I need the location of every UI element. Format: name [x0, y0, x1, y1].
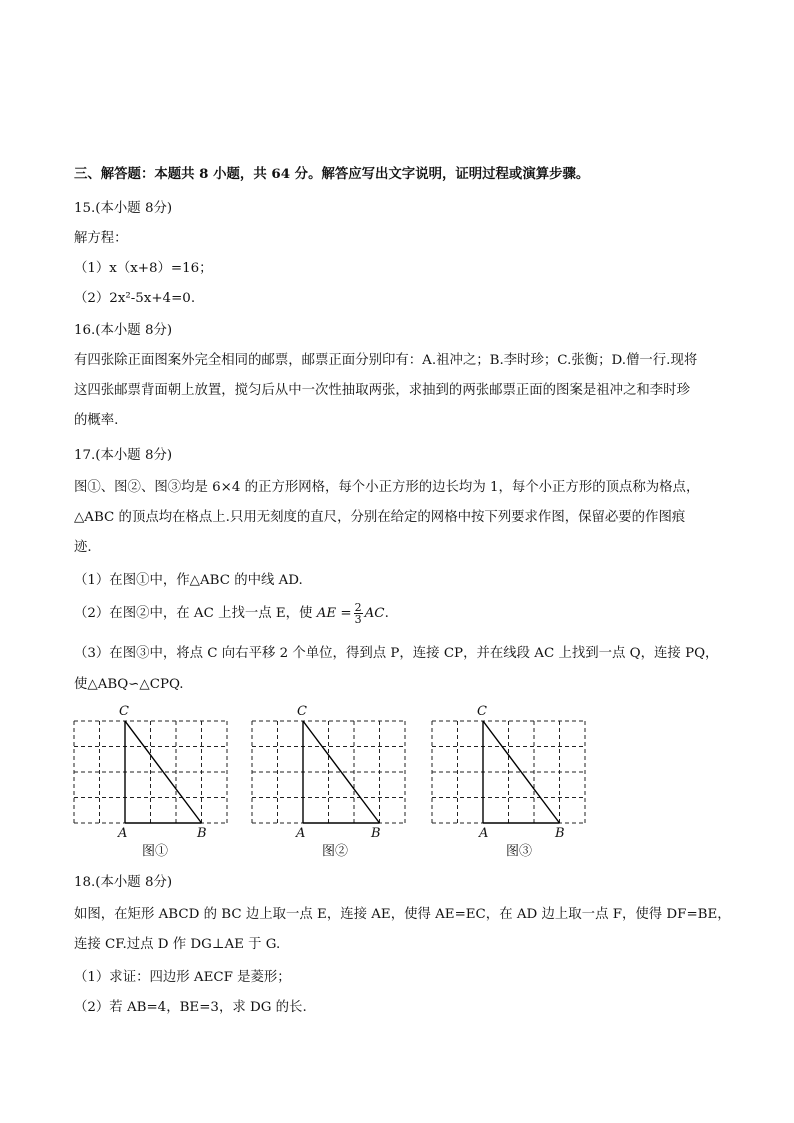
- fraction-two-thirds: $\frac{2}{3}$: [354, 601, 362, 626]
- figure-caption: 图①: [142, 844, 169, 859]
- q18-line2: 连接 CF.过点 D 作 DG⊥AE 于 G.: [74, 937, 281, 952]
- q15-part2: （2）2x²-5x+4=0.: [74, 291, 196, 306]
- q15-title: 15.(本小题 8分): [74, 201, 173, 216]
- triangle-abc: [303, 721, 380, 823]
- label-a: A: [296, 826, 306, 841]
- triangle-abc: [483, 721, 560, 823]
- q16-line3: 的概率.: [74, 413, 119, 428]
- q18-title: 18.(本小题 8分): [74, 875, 173, 890]
- grid-lines: [252, 721, 405, 823]
- triangle-abc: [125, 721, 202, 823]
- q15-part1: （1）x（x+8）=16；: [74, 261, 213, 276]
- q17-part2-rhs: AC: [364, 606, 385, 621]
- label-a: A: [118, 826, 128, 841]
- q17-part1: （1）在图①中，作△ABC 的中线 AD.: [74, 573, 303, 588]
- side-bc: [303, 721, 380, 823]
- q16-line1: 有四张除正面图案外完全相同的邮票，邮票正面分别印有：A.祖冲之；B.李时珍；C.张衡；D.僧一行.现将: [74, 353, 698, 368]
- q18-line1: 如图，在矩形 ABCD 的 BC 边上取一点 E，连接 AE，使得 AE=EC，在 AD 边上取一点 F，使得 DF=BE，: [74, 907, 731, 922]
- label-b: B: [555, 826, 565, 841]
- label-c: C: [297, 704, 307, 719]
- side-bc: [125, 721, 202, 823]
- grid-figure-1: [60, 704, 240, 864]
- side-bc: [483, 721, 560, 823]
- q18-part2: （2）若 AB=4，BE=3，求 DG 的长.: [74, 1000, 307, 1015]
- label-c: C: [119, 704, 129, 719]
- section-header: 三、解答题：本题共 8 小题，共 64 分。解答应写出文字说明，证明过程或演算步骤。: [74, 166, 590, 182]
- q17-part2-lhs: AE =: [316, 606, 352, 621]
- q16-title: 16.(本小题 8分): [74, 323, 173, 338]
- label-c: C: [477, 704, 487, 719]
- label-b: B: [371, 826, 381, 841]
- grid-lines: [74, 721, 227, 823]
- figure-caption: 图②: [322, 844, 349, 859]
- q17-part2: （2）在图②中，在 AC 上找一点 E，使 AE = $\frac{2}{3}$ AC.: [74, 601, 389, 626]
- q18-part1: （1）求证：四边形 AECF 是菱形；: [74, 970, 291, 985]
- q15-prompt: 解方程：: [74, 231, 128, 246]
- grid-lines: [432, 721, 585, 823]
- q17-title: 17.(本小题 8分): [74, 448, 173, 463]
- q16-line2: 这四张邮票背面朝上放置，搅匀后从中一次性抽取两张，求抽到的两张邮票正面的图案是祖冲之和李时珍: [74, 383, 690, 398]
- label-a: A: [479, 826, 489, 841]
- label-b: B: [197, 826, 207, 841]
- q17-line2: △ABC 的顶点均在格点上.只用无刻度的直尺，分别在给定的网格中按下列要求作图，保留必要的作图痕: [74, 510, 686, 525]
- q17-part3-line1: （3）在图③中，将点 C 向右平移 2 个单位，得到点 P，连接 CP，并在线段 AC 上找到一点 Q，连接 PQ，: [74, 646, 719, 661]
- grid-figure-3: [418, 704, 598, 864]
- q17-line1: 图①、图②、图③均是 6×4 的正方形网格，每个小正方形的边长均为 1，每个小正方形的顶点称为格点，: [74, 480, 700, 495]
- q17-part2-text: （2）在图②中，在 AC 上找一点 E，使: [74, 606, 317, 621]
- q17-part3-line2: 使△ABQ∽△CPQ.: [74, 677, 184, 692]
- q17-line3: 迹.: [74, 540, 92, 555]
- grid-figure-2: [238, 704, 418, 864]
- figure-caption: 图③: [506, 844, 533, 859]
